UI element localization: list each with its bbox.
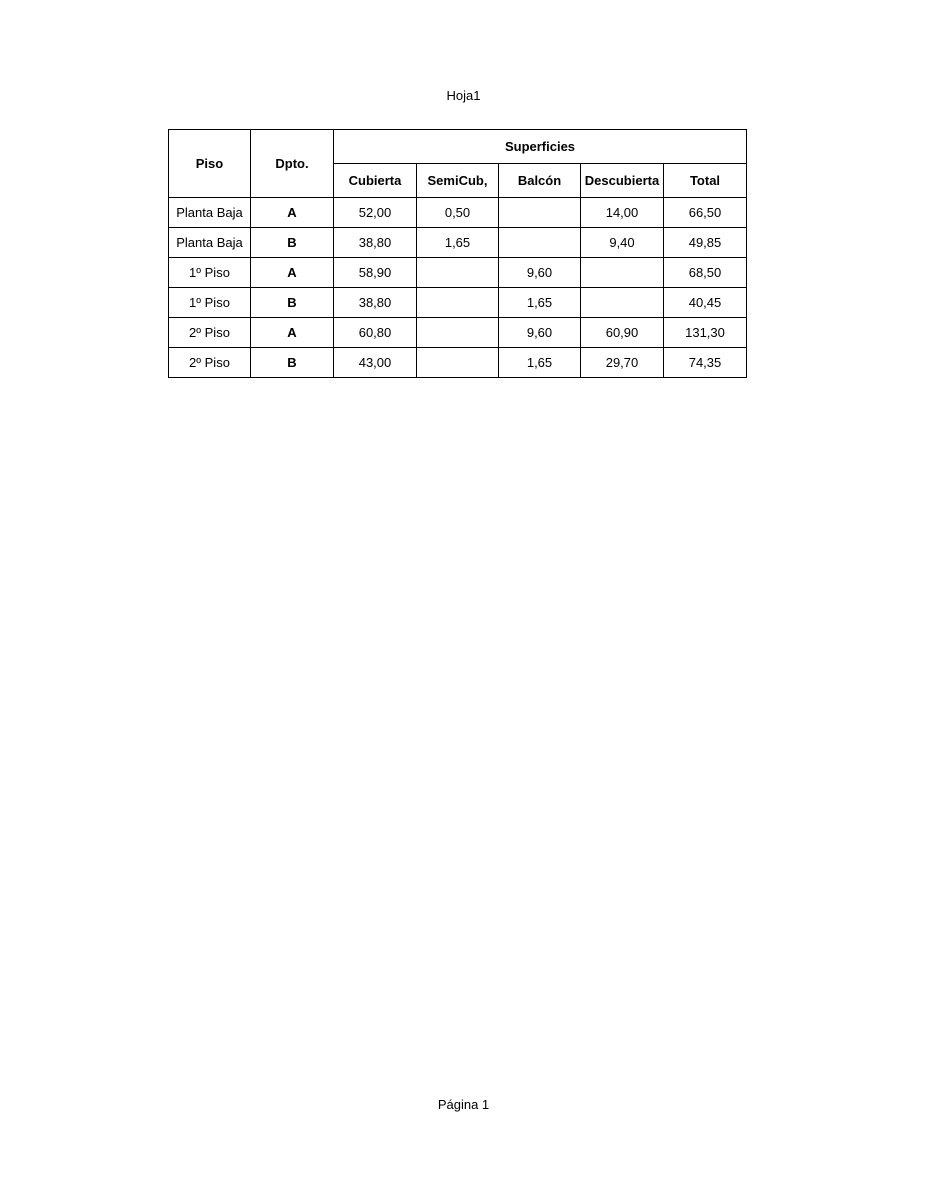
cell-piso: Planta Baja [169,198,251,228]
cell-piso: 2º Piso [169,348,251,378]
cell-balcon: 1,65 [499,288,581,318]
cell-cubierta: 43,00 [334,348,417,378]
table-row [169,258,747,288]
table-row [169,348,747,378]
cell-piso: 2º Piso [169,318,251,348]
cell-cubierta: 38,80 [334,288,417,318]
cell-total: 49,85 [664,228,747,258]
header-superficies: Superficies [334,130,747,164]
cell-cubierta: 58,90 [334,258,417,288]
cell-semicub [417,258,499,288]
cell-descubierta: 29,70 [581,348,664,378]
cell-dpto: B [251,288,334,318]
header-semicub: SemiCub, [417,164,499,198]
cell-piso: Planta Baja [169,228,251,258]
cell-cubierta: 60,80 [334,318,417,348]
cell-semicub: 0,50 [417,198,499,228]
surfaces-table [168,129,747,378]
table-row [169,228,747,258]
cell-balcon [499,198,581,228]
cell-descubierta: 14,00 [581,198,664,228]
cell-balcon: 9,60 [499,318,581,348]
cell-dpto: B [251,228,334,258]
cell-balcon: 1,65 [499,348,581,378]
cell-total: 131,30 [664,318,747,348]
cell-piso: 1º Piso [169,288,251,318]
cell-dpto: A [251,258,334,288]
cell-dpto: A [251,198,334,228]
cell-semicub [417,288,499,318]
cell-descubierta [581,288,664,318]
cell-cubierta: 52,00 [334,198,417,228]
sheet-title: Hoja1 [446,88,481,103]
header-dpto: Dpto. [251,130,334,198]
header-total: Total [664,164,747,198]
cell-dpto: B [251,348,334,378]
cell-balcon: 9,60 [499,258,581,288]
cell-total: 74,35 [664,348,747,378]
cell-balcon [499,228,581,258]
header-balcon: Balcón [499,164,581,198]
header-cubierta: Cubierta [334,164,417,198]
page-footer: Página 1 [437,1097,490,1112]
cell-descubierta [581,258,664,288]
cell-total: 66,50 [664,198,747,228]
cell-total: 40,45 [664,288,747,318]
table-row [169,288,747,318]
cell-total: 68,50 [664,258,747,288]
header-descubierta: Descubierta [581,164,664,198]
cell-dpto: A [251,318,334,348]
cell-semicub [417,318,499,348]
table-row [169,198,747,228]
cell-semicub [417,348,499,378]
cell-descubierta: 9,40 [581,228,664,258]
header-piso: Piso [169,130,251,198]
table-row [169,318,747,348]
cell-descubierta: 60,90 [581,318,664,348]
cell-piso: 1º Piso [169,258,251,288]
cell-semicub: 1,65 [417,228,499,258]
cell-cubierta: 38,80 [334,228,417,258]
